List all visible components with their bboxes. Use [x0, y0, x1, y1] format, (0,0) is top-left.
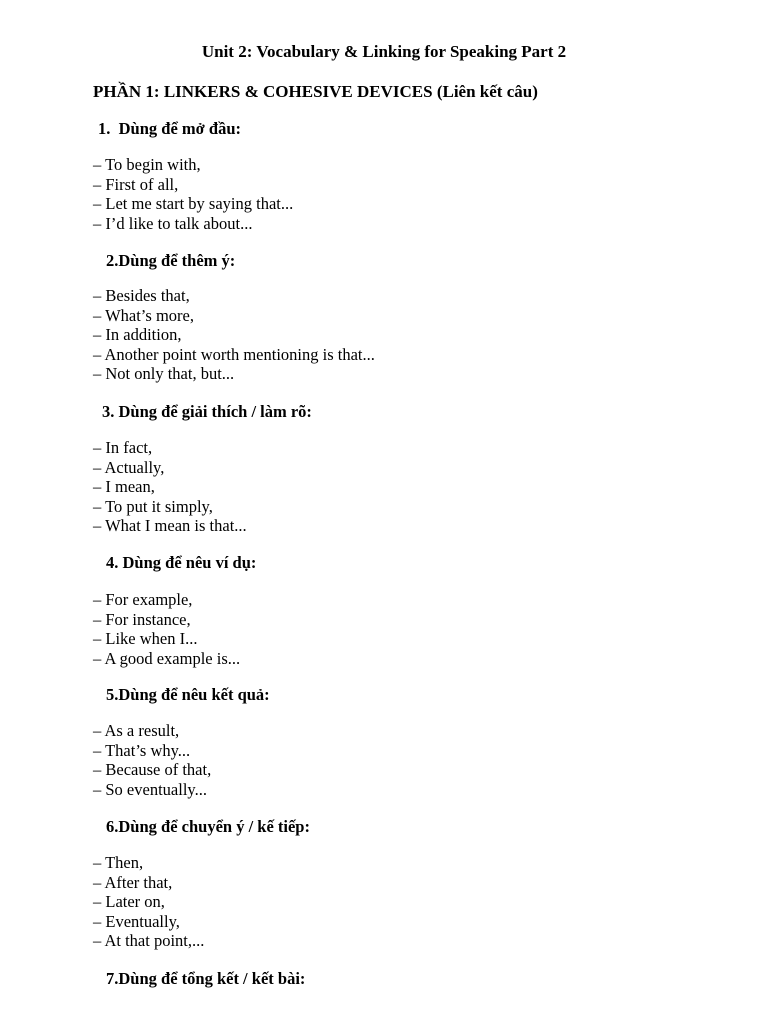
part-heading: PHẦN 1: LINKERS & COHESIVE DEVICES (Liên kết câu): [93, 82, 538, 101]
list-item: – Then,: [93, 853, 144, 872]
section-list-adding: [93, 286, 375, 384]
list-item: – Not only that, but...: [93, 364, 235, 384]
list-item: – In addition,: [93, 325, 182, 345]
section-heading-opening: 1. Dùng để mở đầu:: [98, 119, 241, 138]
list-item: – Actually,: [93, 457, 165, 477]
list-item: – Because of that,: [93, 760, 212, 780]
list-item: – For example,: [93, 590, 193, 609]
section-list-results: [93, 721, 211, 799]
section-list-examples: [93, 590, 240, 668]
section-list-transition: [93, 853, 204, 951]
list-item: – To put it simply,: [93, 496, 213, 516]
page-title: Unit 2: Vocabulary & Linking for Speaking Part 2: [201, 42, 567, 61]
list-item: – To begin with,: [93, 155, 201, 174]
list-item: – Later on,: [93, 892, 165, 912]
list-item: – A good example is...: [93, 648, 241, 668]
list-item: – First of all,: [93, 174, 179, 194]
list-item: – Let me start by saying that...: [93, 194, 294, 214]
list-item: – For instance,: [93, 609, 191, 629]
section-heading-examples: 4. Dùng để nêu ví dụ:: [106, 553, 257, 572]
list-item: – What’s more,: [93, 305, 194, 325]
list-item: – In fact,: [93, 438, 153, 457]
list-item: – Eventually,: [93, 911, 180, 931]
section-list-explaining: [93, 438, 247, 536]
list-item: – That’s why...: [93, 740, 191, 760]
list-item: – I’d like to talk about...: [93, 213, 253, 233]
list-item: – Like when I...: [93, 629, 198, 649]
section-heading-results: 5.Dùng để nêu kết quả:: [106, 685, 270, 704]
list-item: – So eventually...: [93, 779, 207, 799]
list-item: – After that,: [93, 872, 173, 892]
list-item: – At that point,...: [93, 931, 205, 951]
list-item: – Another point worth mentioning is that...: [93, 344, 375, 364]
list-item: – As a result,: [93, 721, 180, 740]
list-item: – I mean,: [93, 477, 155, 497]
section-heading-transition: 6.Dùng để chuyển ý / kế tiếp:: [106, 817, 310, 836]
section-list-opening: [93, 155, 293, 233]
section-heading-adding: 2.Dùng để thêm ý:: [106, 251, 236, 270]
section-heading-explaining: 3. Dùng để giải thích / làm rõ:: [102, 402, 312, 421]
list-item: – Besides that,: [93, 286, 190, 305]
list-item: – What I mean is that...: [93, 516, 247, 536]
section-heading-conclusion: 7.Dùng để tổng kết / kết bài:: [106, 969, 306, 988]
